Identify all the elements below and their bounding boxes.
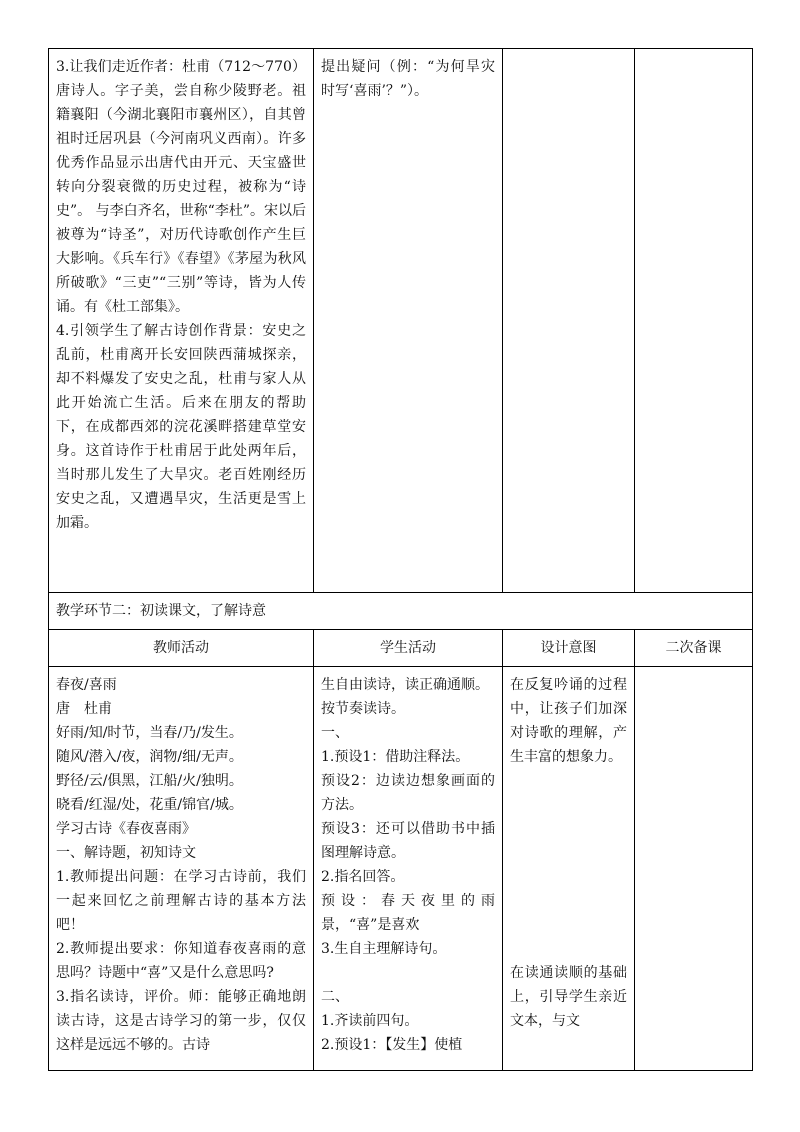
header-row [49, 630, 753, 667]
section-title: 教学环节二：初读课文，了解诗意 [49, 593, 753, 630]
text-line: 二、 [321, 989, 349, 1005]
second-prep-cell [635, 667, 753, 1071]
text-line: 2.预设1：【发生】使植 [321, 1037, 463, 1053]
text-paragraph: 在读通读顺的基础上，引导学生亲近文本，与文 [510, 965, 627, 1029]
text-line: 3.指名读诗，评价。师：能够正确地朗读古诗，这是古诗学习的第一步，仅仅这样是远远不够的。古诗 [56, 989, 306, 1053]
section-row [49, 593, 753, 630]
text-line: 预设：春天夜里的雨景，“喜”是喜欢 [321, 893, 495, 933]
second-prep-cell [635, 49, 753, 593]
text-line: 唐 杜甫 [56, 701, 112, 717]
student-activity-cell [314, 667, 503, 1071]
design-intent-cell [503, 49, 635, 593]
text-line: 野径/云/俱黑，江船/火/独明。 [56, 773, 243, 789]
teacher-activity-cell [49, 667, 314, 1071]
text-line: 一、解诗题，初知诗文 [56, 845, 196, 861]
header-teacher-activity: 教师活动 [49, 630, 314, 667]
teacher-activity-cell [49, 49, 314, 593]
text-line: 春夜/喜雨 [56, 677, 117, 693]
text-line: 生自由读诗，读正确通顺。 [321, 677, 489, 693]
text-line: 按节奏读诗。 [321, 701, 405, 717]
text-line: 2.教师提出要求：你知道春夜喜雨的意思吗？诗题中“喜”又是什么意思吗? [56, 941, 306, 981]
text-paragraph: 在反复吟诵的过程中，让孩子们加深对诗歌的理解，产生丰富的想象力。 [510, 677, 627, 765]
header-student-activity: 学生活动 [314, 630, 503, 667]
text-paragraph: 提出疑问（例：“为何旱灾时写‘喜雨’？”）。 [321, 59, 495, 99]
student-activity-cell [314, 49, 503, 593]
text-line: 预设2：边读边想象画面的方法。 [321, 773, 495, 813]
header-design-intent: 设计意图 [503, 630, 635, 667]
text-line: 3.生自主理解诗句。 [321, 941, 447, 957]
text-line: 1.教师提出问题：在学习古诗前，我们一起来回忆之前理解古诗的基本方法吧！ [56, 869, 306, 933]
text-line: 随风/潜入/夜，润物/细/无声。 [56, 749, 243, 765]
header-second-prep: 二次备课 [635, 630, 753, 667]
table-row [49, 49, 753, 593]
table-row [49, 667, 753, 1071]
text-line: 晓看/红湿/处，花重/锦官/城。 [56, 797, 243, 813]
text-line: 学习古诗《春夜喜雨》 [56, 821, 196, 837]
text-line: 1.齐读前四句。 [321, 1013, 419, 1029]
text-line: 1.预设1：借助注释法。 [321, 749, 470, 765]
blank-space [510, 769, 627, 961]
blank-line [321, 961, 495, 985]
text-paragraph: 3.让我们走近作者：杜甫（712～770）唐诗人。字子美，尝自称少陵野老。祖籍襄阳（今湖北襄阳市襄州区），自其曾祖时迁居巩县（今河南巩义西南）。许多优秀作品显示出唐代由开元、天宝盛世转向分裂衰微的历史过程，被称为“诗史”。 与李白齐名，世称“李杜”。宋以后被尊为“诗圣”，对历代诗歌创作产生巨大影响。《兵车行》《春望》《茅屋为秋风所破歌》“三吏”“三别”等诗，皆为人传诵。有《杜工部集》。 [56, 59, 306, 315]
design-intent-cell [503, 667, 635, 1071]
lesson-plan-table [48, 48, 753, 1071]
text-paragraph: 4.引领学生了解古诗创作背景：安史之乱前，杜甫离开长安回陕西蒲城探亲，却不料爆发了安史之乱，杜甫与家人从此开始流亡生活。后来在朋友的帮助下，在成都西郊的浣花溪畔搭建草堂安身。这首诗作于杜甫居于此处两年后，当时那儿发生了大旱灾。老百姓刚经历安史之乱，又遭遇旱灾，生活更是雪上加霜。 [56, 323, 306, 531]
text-line: 预设3：还可以借助书中插图理解诗意。 [321, 821, 495, 861]
text-line: 好雨/知/时节，当春/乃/发生。 [56, 725, 243, 741]
text-line: 2.指名回答。 [321, 869, 405, 885]
text-line: 一、 [321, 725, 349, 741]
